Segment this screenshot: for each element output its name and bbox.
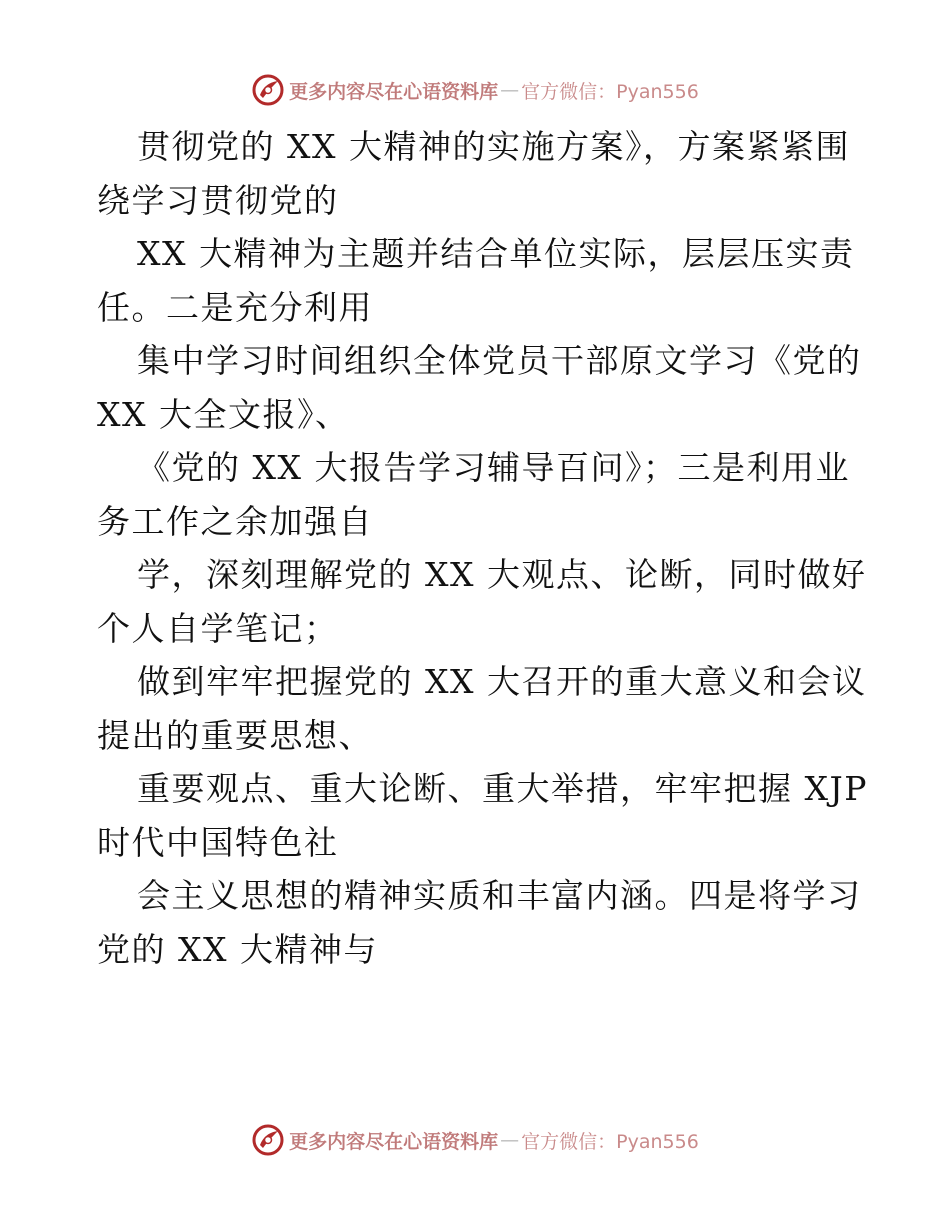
logo-icon <box>251 73 285 107</box>
logo-icon <box>251 1123 285 1157</box>
body-line: 贯彻党的 XX 大精神的实施方案》，方案紧紧围 <box>137 127 850 166</box>
body-line: 务工作之余加强自 <box>97 501 373 541</box>
banner-wechat: 官方微信：Pyan556 <box>521 1130 699 1153</box>
body-line: 《党的 XX 大报告学习辅导百问》；三是利用业 <box>137 448 850 487</box>
body-line: 学，深刻理解党的 XX 大观点、论断，同时做好 <box>137 555 867 594</box>
banner-separator: — <box>500 79 520 101</box>
body-line: 重要观点、重大论断、重大举措，牢牢把握 XJP <box>137 769 868 808</box>
document-body <box>97 120 868 976</box>
body-line: XX 大精神为主题并结合单位实际，层层压实责 <box>137 234 855 273</box>
banner-title: 更多内容尽在心语资料库 <box>289 80 499 103</box>
body-line: 做到牢牢把握党的 XX 大召开的重大意义和会议 <box>137 662 867 701</box>
banner-wechat: 官方微信：Pyan556 <box>521 80 699 103</box>
body-line: 个人自学笔记； <box>97 608 339 648</box>
body-line: 提出的重要思想、 <box>97 715 373 755</box>
body-line: 会主义思想的精神实质和丰富内涵。四是将学习 <box>137 876 862 915</box>
banner-title: 更多内容尽在心语资料库 <box>289 1130 499 1153</box>
header-banner <box>0 70 950 110</box>
body-line: XX 大全文报》、 <box>97 394 350 434</box>
banner-separator: — <box>500 1129 520 1151</box>
body-line: 绕学习贯彻党的 <box>97 180 339 220</box>
body-line: 任。二是充分利用 <box>97 287 373 327</box>
body-line: 党的 XX 大精神与 <box>97 929 378 969</box>
footer-banner <box>0 1120 950 1160</box>
body-line: 集中学习时间组织全体党员干部原文学习《党的 <box>137 341 862 380</box>
body-line: 时代中国特色社 <box>97 822 339 862</box>
